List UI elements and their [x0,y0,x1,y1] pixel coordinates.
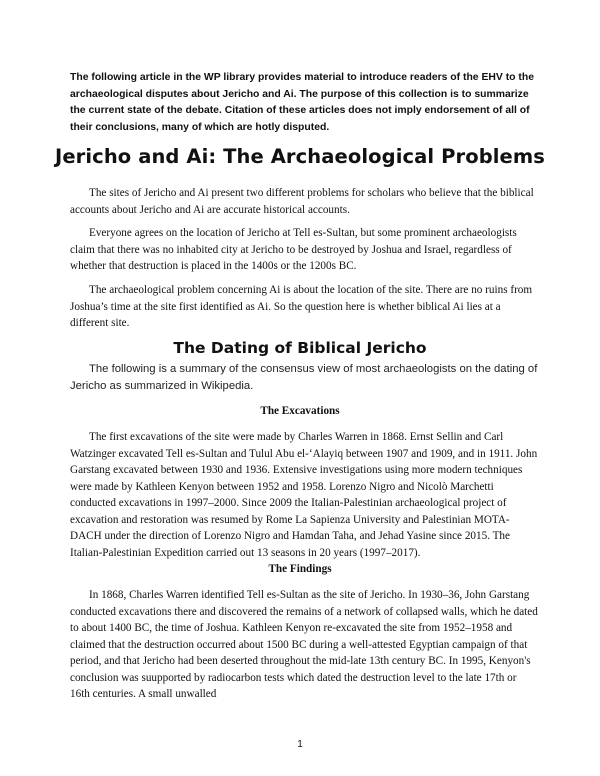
intro-note: The following article in the WP library provides material to introduce readers of the EHV to the archaeological disputes about Jericho and Ai. The purpose of this collection is to summarize the current state of the debate. Citation of these articles does not imply endorsement of all of their conclusions, many of which are hotly disputed. [70,72,535,133]
excavations-paragraph: The first excavations of the site were made by Charles Warren in 1868. Ernst Sellin and Carl Watzinger excavated Tell es-Sultan and Tulul Abu el-‘Alayiq between 1907 and 1909, and in 1911. John Garstang excavated between 1930 and 1936. Extensive investigations using more modern techniques were made by Kathleen Kenyon between 1952 and 1958. Lorenzo Nigro and Nicolò Marchetti conducted excavations in 1997–2000. Since 2009 the Italian-Palestinian archaeological project of excavation and restoration was resumed by Rome La Sapienza University and Palestinian MOTA-DACH under the direction of Lorenzo Nigro and Hamdan Taha, and Jehad Yasine since 2015. The Italian-Palestinian Expedition carried out 13 seasons in 20 years (1997–2017). [70,431,538,559]
paragraph-2: Everyone agrees on the location of Jericho at Tell es-Sultan, but some prominent archaeologists claim that there was no inhabited city at Jericho to be destroyed by Joshua and Israel, regardless of whether that destruction is placed in the 1400s or the 1200s BC. [70,227,517,272]
findings-paragraph: In 1868, Charles Warren identified Tell es-Sultan as the site of Jericho. In 1930–36, John Garstang conducted excavations there and discovered the remains of a network of collapsed walls, which he dated to about 1400 BC, the time of Joshua. Kathleen Kenyon re-excavated the site from 1952–1958 and claimed that the destruction occurred about 1500 BC during a well-attested Egyptian campaign of that period, and that Jericho had been deserted throughout the mid-late 13th century BC. In 1995, Kenyon's conclusion was suupported by radiocarbon tests which dated the destruction level to the late 17th or 16th centuries. A small unwalled [70,589,538,700]
section-heading: The Dating of Biblical Jericho [173,339,427,357]
excavations-heading: The Excavations [260,405,340,417]
paragraph-3: The archaeological problem concerning Ai is about the location of the site. There are no ruins from Joshua’s time at the site first identified as Ai. So the question here is whether biblical Ai lies at a different site. [70,284,533,329]
section-intro: The following is a summary of the consensus view of most archaeologists on the dating of Jericho as summarized in Wikipedia. [70,363,538,392]
page-number: 1 [297,739,303,750]
findings-heading: The Findings [268,563,332,575]
page-title: Jericho and Ai: The Archaeological Problems [54,145,545,168]
paragraph-1: The sites of Jericho and Ai present two different problems for scholars who believe that the biblical accounts about Jericho and Ai are accurate historical accounts. [70,187,534,216]
